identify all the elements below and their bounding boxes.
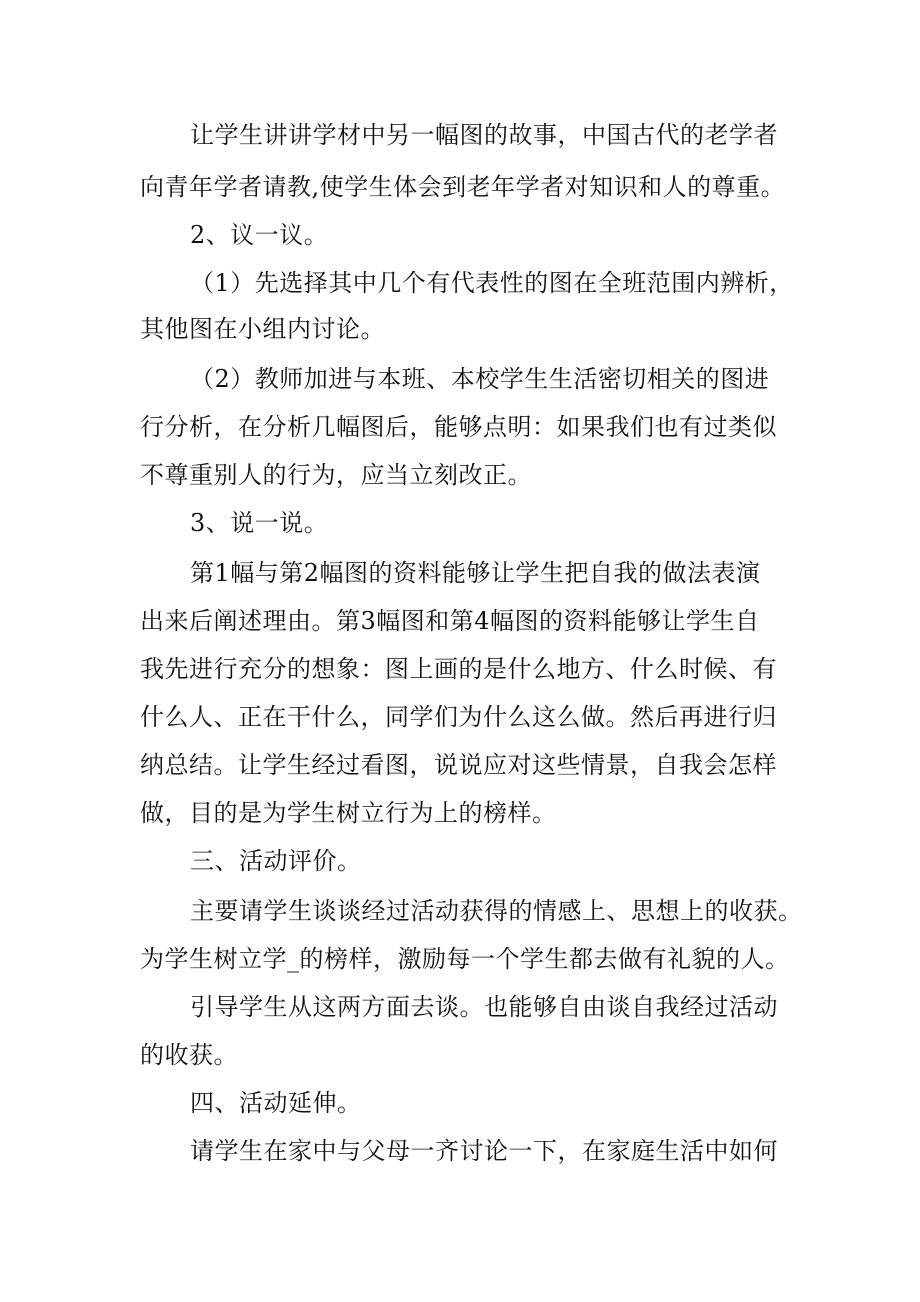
paragraph-line: 第1幅与第2幅图的资料能够让学生把自我的做法表演 — [190, 559, 761, 587]
section-heading: 2、议一议。 — [190, 221, 329, 249]
paragraph-line: 向青年学者请教,使学生体会到老年学者对知识和人的尊重。 — [140, 173, 786, 201]
section-heading: 三、活动评价。 — [190, 847, 362, 875]
section-heading: 3、说一说。 — [190, 509, 329, 537]
section-heading: 四、活动延伸。 — [190, 1089, 362, 1117]
paragraph-line: 我先进行充分的想象：图上画的是什么地方、什么时候、有 — [140, 655, 777, 683]
paragraph-line: 的收获。 — [140, 1041, 238, 1069]
paragraph-line: 主要请学生谈谈经过活动获得的情感上、思想上的收获。 — [190, 897, 803, 925]
paragraph-line: 引导学生从这两方面去谈。也能够自由谈自我经过活动 — [190, 993, 778, 1021]
paragraph-line: 不尊重别人的行为，应当立刻改正。 — [140, 461, 532, 489]
paragraph-line: （1）先选择其中几个有代表性的图在全班范围内辨析， — [190, 269, 794, 297]
paragraph-line: 出来后阐述理由。第3幅图和第4幅图的资料能够让学生自 — [140, 607, 760, 635]
paragraph-line: 让学生讲讲学材中另一幅图的故事，中国古代的老学者 — [190, 121, 778, 149]
paragraph-line: 什么人、正在干什么，同学们为什么这么做。然后再进行归 — [140, 703, 777, 731]
paragraph-line: 行分析，在分析几幅图后，能够点明：如果我们也有过类似 — [140, 413, 777, 441]
paragraph-line: 做，目的是为学生树立行为上的榜样。 — [140, 799, 557, 827]
paragraph-line: （2）教师加进与本班、本校学生生活密切相关的图进 — [190, 365, 770, 393]
paragraph-line: 其他图在小组内讨论。 — [140, 315, 385, 343]
paragraph-line: 为学生树立学_的榜样，激励每一个学生都去做有礼貌的人。 — [140, 945, 790, 973]
paragraph-line: 请学生在家中与父母一齐讨论一下，在家庭生活中如何 — [190, 1137, 778, 1165]
paragraph-line: 纳总结。让学生经过看图，说说应对这些情景，自我会怎样 — [140, 751, 777, 779]
